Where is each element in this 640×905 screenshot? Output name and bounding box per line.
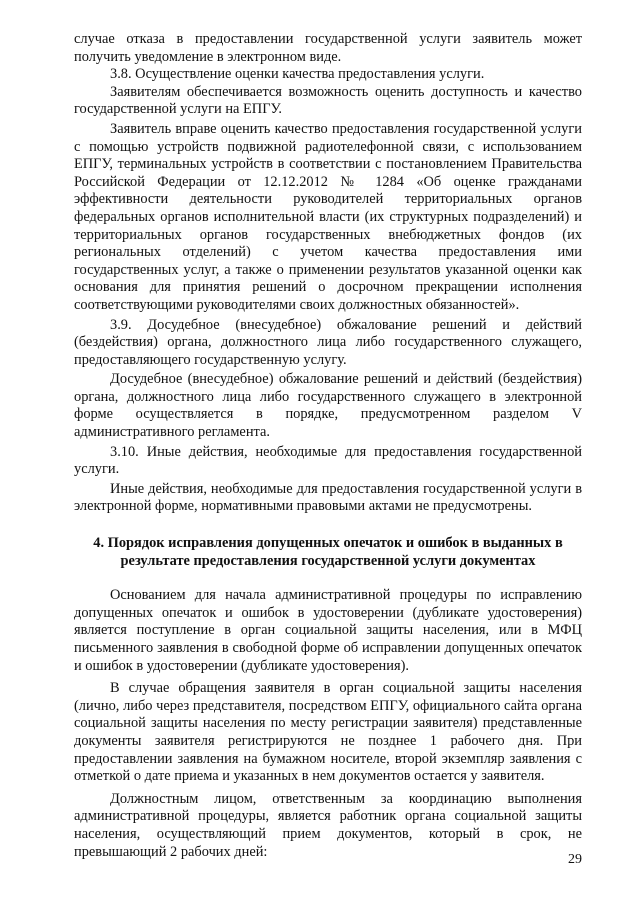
paragraph-quality-evaluation: Заявитель вправе оценить качество предоставления государственной услуги с помощью устройств подвижной радиотелефонной связи, с использованием ЕПГУ, терминальных устройств в соответствии с постановлением Правительства Российской Федерации от 12.12.2012 № 1284 «Об оценке гражданами эффективности деятельности руководителей территориальных органов федеральных органов исполнительной власти (их структурных подразделений) и территориальных органов государственных внебюджетных фондов (их региональных отделений) с учетом качества предоставления ими государственных услуг, а также о применении результатов указанной оценки как основания для принятия решений о досрочном прекращении исполнения соответствующими руководителями своих должностных обязанностей». xyxy=(74,120,582,313)
paragraph-quality-access: Заявителям обеспечивается возможность оценить доступность и качество государственной услуги на ЕПГУ. xyxy=(74,83,582,118)
section-heading: 4. Порядок исправления допущенных опечаток и ошибок в выданных в результате предоставления государственной услуги документах xyxy=(93,535,563,569)
paragraph-3-8: 3.8. Осуществление оценки качества предоставления услуги. xyxy=(110,66,485,83)
paragraph-other-actions: Иные действия, необходимые для предоставления государственной услуги в электронной форме, нормативными правовыми актами не предусмотрены. xyxy=(74,480,582,515)
paragraph-responsible-official: Должностным лицом, ответственным за координацию выполнения административной процедуры, является работник органа социальной защиты населения, осуществляющий прием документов, который в срок, не превышающий 2 рабочих дней: xyxy=(74,790,582,860)
paragraph-applicant-request: В случае обращения заявителя в орган социальной защиты населения (лично, либо через представителя, посредством ЕПГУ, официального сайта органа социальной защиты населения по месту регистрации заявителя) представленные документы заявителя регистрируются не позднее 1 рабочего дня. При предоставлении заявления на бумажном носителе, второй экземпляр заявления с отметкой о дате приема и указанных в нем документов остается у заявителя. xyxy=(74,680,582,785)
paragraph-continuation: случае отказа в предоставлении государственной услуги заявитель может получить уведомление в электронном виде. xyxy=(74,31,582,65)
paragraph-3-9: 3.9. Досудебное (внесудебное) обжалование решений и действий (бездействия) органа, должностного лица либо государственного служащего, предоставляющего государственную услугу. xyxy=(74,316,582,368)
document-page xyxy=(74,31,582,861)
paragraph-appeal: Досудебное (внесудебное) обжалование решений и действий (бездействия) органа, должностного лица либо государственного служащего в электронной форме осуществляется в порядке, предусмотренном разделом V административного регламента. xyxy=(74,371,582,441)
page-number: 29 xyxy=(568,852,582,867)
paragraph-3-10: 3.10. Иные действия, необходимые для предоставления государственной услуги. xyxy=(74,443,582,478)
paragraph-basis: Основанием для начала административной процедуры по исправлению допущенных опечаток и ошибок в удостоверении (дубликате удостоверения) является поступление в орган социальной защиты населения, или в МФЦ письменного заявления в свободной форме об исправлении допущенных опечаток и ошибок в удостоверении (дубликате удостоверения). xyxy=(74,587,582,674)
